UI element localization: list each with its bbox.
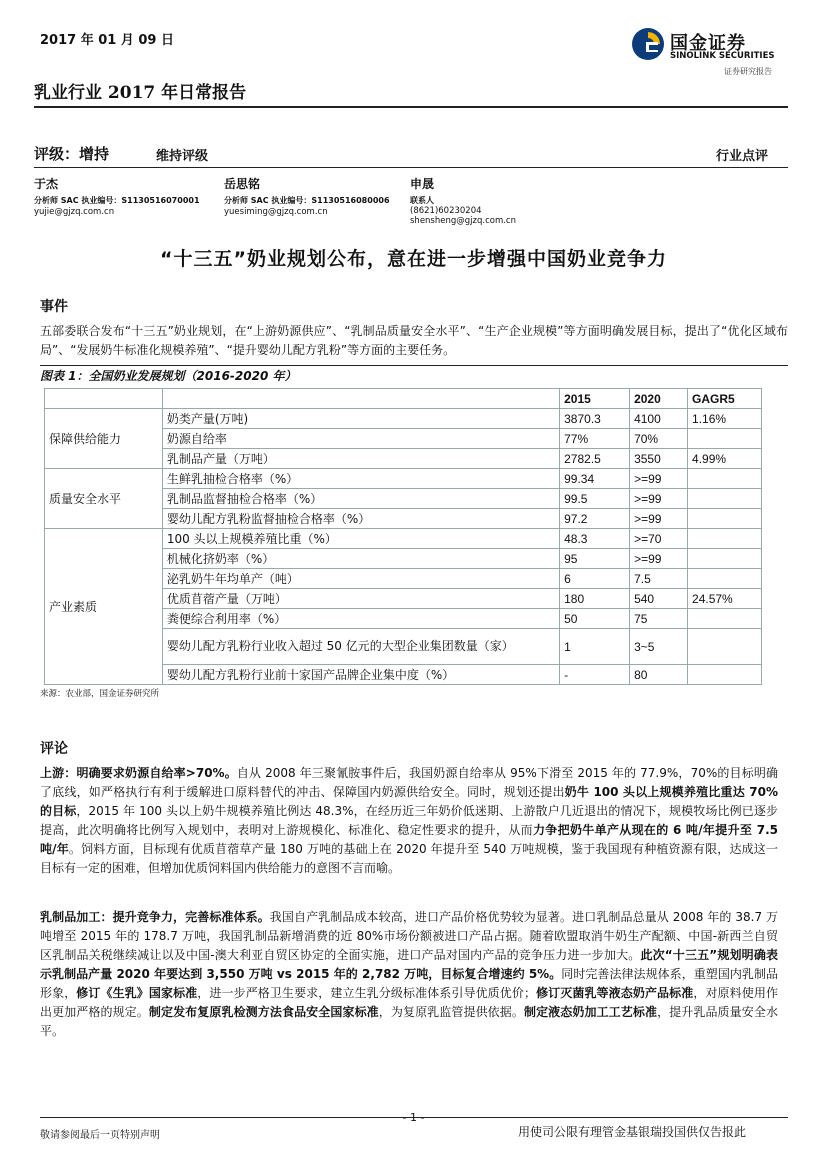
analyst-name: 岳思铭 [224,177,261,191]
value-2015: 2782.5 [560,449,630,469]
analyst-role: 联系人 [410,196,434,205]
table-row [45,529,762,549]
row-label: 乳制品监督抽检合格率（%） [162,489,559,509]
row-label: 婴幼儿配方乳粉行业收入超过 50 亿元的大型企业集团数量（家） [162,629,559,665]
value-2020: 75 [630,609,688,629]
analyst-email[interactable]: yuesiming@gjzq.com.cn [224,207,328,217]
table-header-row [45,389,762,409]
emphasis-text: 修订《生乳》国家标准 [76,986,198,1000]
analyst-phone: (8621)60230204 [410,206,482,216]
value-2015: 99.34 [560,469,630,489]
row-label: 粪便综合利用率（%） [162,609,559,629]
value-gagr [688,549,762,569]
row-label: 机械化挤奶率（%） [162,549,559,569]
value-2020: 540 [630,589,688,609]
table-corner [45,389,163,409]
body-text: 同时完善法律法规体系，重塑国内乳制品形象， [40,967,778,1000]
emphasis-text: 上游：明确要求奶源自给率>70%。 [40,766,237,780]
column-header: 2015 [560,389,630,409]
value-2020: 4100 [630,409,688,429]
value-2015: - [560,665,630,685]
table-row [45,469,762,489]
report-title: 乳业行业 2017 年日常报告 [34,83,247,103]
group-label: 质量安全水平 [45,469,163,529]
analyst-name: 申晟 [410,177,435,191]
value-gagr [688,429,762,449]
report-date: 2017 年 01 月 09 日 [40,33,174,48]
figure-source: 来源：农业部，国金证券研究所 [40,689,160,699]
body-text: 自从 2008 年三聚氰胺事件后，我国奶源自给率从 95%下滑至 2015 年的 77.9%，70%的目标明确了底线，如严格执行有利于缓解进口原料替代的冲击、保障国内奶源供给安全。同时，规划还提出 [40,766,778,799]
body-text: 。饲料方面，目标现有优质苜蓿草产量 180 万吨的基础上在 2020 年提升至 540 万吨规模，鉴于我国现有种植资源有限，达成这一目标有一定的困难，但增加优质饲料国内供给能力的意图不言而喻。 [40,842,778,875]
value-2020: >=99 [630,549,688,569]
row-label: 乳制品产量（万吨） [162,449,559,469]
row-label: 生鲜乳抽检合格率（%） [162,469,559,489]
analyst-sac: 分析师 SAC 执业编号：S1130516080006 [224,196,390,205]
rating-divider [34,167,788,168]
value-2015: 95 [560,549,630,569]
analyst-3 [410,175,516,226]
analyst-1 [34,175,200,217]
value-gagr [688,629,762,665]
group-label: 产业素质 [45,529,163,685]
analyst-2 [224,175,390,217]
value-2020: >=99 [630,489,688,509]
body-text: ，对原料使用作出更加严格的规定。 [40,986,778,1019]
value-2020: 3550 [630,449,688,469]
emphasis-text: 此次“十三五”规划明确表示乳制品产量 2020 年要达到 3,550 万吨 vs 2015 年的 2,782 万吨，目标复合增速约 5%。 [40,948,778,981]
value-2015: 50 [560,609,630,629]
analyst-email[interactable]: yujie@gjzq.com.cn [34,207,115,217]
emphasis-text: 力争把奶牛单产从现在的 6 吨/年提升至 7.5 吨/年 [40,823,778,856]
value-gagr [688,509,762,529]
body-text: ，进一步严格卫生要求，建立生乳分级标准体系引导优质优价； [197,986,536,1000]
value-gagr: 4.99% [688,449,762,469]
emphasis-text: 奶牛 100 头以上规模养殖比重达 70%的目标 [40,785,778,818]
value-2020: 70% [630,429,688,449]
body-text: 我国自产乳制品成本较高，进口产品价格优势较为显著。进口乳制品总量从 2008 年的 38.7 万吨增至 2015 年的 178.7 万吨，我国乳制品新增消费的近 80%市场份额被进口产品占据。随着欧盟取消牛奶生产配额、中国-新西兰自贸区乳制品关税继续减让以及中国-澳大利亚自贸区协定的全面实施，进口产品对国内产品的竞争压力进一步加大。 [40,910,778,962]
headline: “十三五”奶业规划公布，意在进一步增强中国奶业竞争力 [160,248,667,270]
footer-divider [40,1117,788,1118]
value-2015: 180 [560,589,630,609]
logo-text-cn: 国金证券 [670,33,746,54]
column-header: 2020 [630,389,688,409]
logo-icon [630,26,666,62]
row-label: 优质苜蓿产量（万吨） [162,589,559,609]
value-2015: 99.5 [560,489,630,509]
header-divider [34,106,788,108]
value-2015: 77% [560,429,630,449]
group-label: 保障供给能力 [45,409,163,469]
row-label: 奶类产量(万吨) [162,409,559,429]
emphasis-text: 修订灭菌乳等液态奶产品标准 [535,986,694,1000]
value-gagr [688,489,762,509]
table-row [45,409,762,429]
analyst-sac: 分析师 SAC 执业编号：S1130516070001 [34,196,200,205]
row-label: 泌乳奶牛年均单产（吨） [162,569,559,589]
value-gagr [688,665,762,685]
rating-label: 评级：增持 [34,145,110,163]
event-heading: 事件 [40,299,68,315]
table-corner [162,389,559,409]
body-text: ，2015 年 100 头以上奶牛规模养殖比例达 48.3%，在经历近三年奶价低迷期、上游散户几近退出的情况下，规模牧场比例已逐步提高，此次明确将比例写入规划中，表明对上游规模化、标准化、稳定性要求的提升，从而 [40,804,778,837]
value-2015: 3870.3 [560,409,630,429]
report-category: 行业点评 [716,149,769,164]
figure-title: 图表 1：全国奶业发展规划（2016-2020 年） [40,369,297,383]
figure-top-rule [40,365,788,366]
value-2020: 7.5 [630,569,688,589]
emphasis-text: 制定液态奶加工工艺标准 [523,1005,658,1019]
comment-heading: 评论 [40,741,68,757]
value-2020: 3~5 [630,629,688,665]
plan-table [44,388,762,685]
row-label: 婴幼儿配方乳粉行业前十家国产品牌企业集中度（%） [162,665,559,685]
value-2020: 80 [630,665,688,685]
value-gagr [688,469,762,489]
footer-note: 用使司公限有理管金基银瑞投国供仅告报此 [518,1125,747,1139]
comment-processing [40,908,778,1041]
row-label: 婴幼儿配方乳粉监督抽检合格率（%） [162,509,559,529]
value-gagr [688,569,762,589]
row-label: 奶源自给率 [162,429,559,449]
body-text: ，提升乳品质量安全水平。 [40,1005,778,1038]
analyst-email[interactable]: shensheng@gjzq.com.cn [410,216,516,226]
value-2015: 1 [560,629,630,665]
row-label: 100 头以上规模养殖比重（%） [162,529,559,549]
emphasis-text: 乳制品加工：提升竞争力，完善标准体系。 [40,910,270,924]
value-gagr: 24.57% [688,589,762,609]
analyst-name: 于杰 [34,177,59,191]
comment-upstream [40,764,778,878]
value-2020: >=99 [630,509,688,529]
column-header: GAGR5 [688,389,762,409]
value-gagr [688,529,762,549]
page-number: - 1 - [402,1111,425,1124]
value-2020: >=70 [630,529,688,549]
value-2020: >=99 [630,469,688,489]
footer-disclaimer: 敬请参阅最后一页特别声明 [40,1130,160,1141]
logo-text-en: SINOLINK SECURITIES [670,51,775,61]
value-gagr: 1.16% [688,409,762,429]
rating-status: 维持评级 [156,149,209,164]
value-gagr [688,609,762,629]
value-2015: 6 [560,569,630,589]
event-text: 五部委联合发布“十三五”奶业规划，在“上游奶源供应”、“乳制品质量安全水平”、“生产企业规模”等方面明确发展目标，提出了“优化区域布局”、“发展奶牛标准化规模养殖”、“提升婴幼儿配方乳粉”等方面的主要任务。 [40,324,788,357]
logo-subtitle: 证券研究报告 [724,67,772,76]
value-2015: 97.2 [560,509,630,529]
emphasis-text: 制定发布复原乳检测方法食品安全国家标准 [148,1005,379,1019]
body-text: ，为复原乳监管提供依据。 [378,1005,524,1019]
value-2015: 48.3 [560,529,630,549]
